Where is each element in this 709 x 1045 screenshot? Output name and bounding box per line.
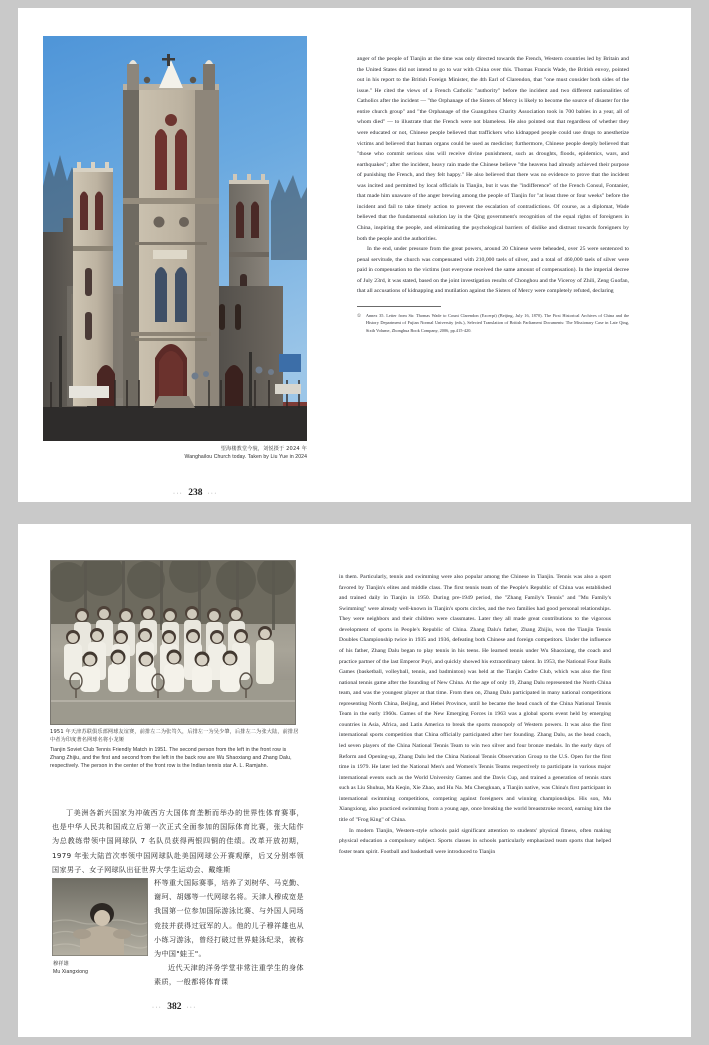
chinese-body-tail-text: 近代天津的洋务学堂非常注重学生的身体素质，一般都将体育课 [154, 963, 304, 987]
page-238-text-column [357, 54, 629, 334]
folio-page-number: 382 [167, 1002, 182, 1012]
figure-caption-cn: 望海楼教堂今貌，刘悦摄于 2024 年 [220, 446, 307, 452]
chinese-body-wrap-text: 杯等重大国际赛事，培养了刘树华、马克勤、谢珂、胡娜等一代网球名将。天津人穆成宽是我国第一位参加国际游泳比赛、与外国人同场竞技并获得过冠军的人。他的儿子穆祥雄也从小练习游泳，曾经打破过世界蛙泳纪录，被称为中国"蛙王"。 [154, 878, 304, 958]
figure-caption-en: Mu Xiangxiong [53, 969, 88, 975]
church-photo-graphic [43, 36, 307, 441]
folio-page-number: 238 [188, 488, 203, 498]
page-382-text-column [339, 572, 611, 857]
folio-left-dots: ··· [152, 1004, 163, 1011]
figure-caption-cn: 穆祥雄 [53, 961, 69, 967]
folio-left-dots: ··· [173, 490, 184, 497]
chinese-body-wrap [154, 876, 304, 990]
folio-right-dots: ··· [186, 1004, 197, 1011]
page-folio-382 [152, 1003, 197, 1013]
document-page-238 [18, 8, 691, 502]
figure-caption-en: Tianjin Soviet Club Tennis Friendly Match in 1951. The second person from the left in the front row is Zhang Zhijiu, and the first and second from the left in the back row are Wu Shaoxiang and Zhang Dalu, respectively. The person in the center of the front row is the Indian tennis star A. L. Ramjahn. [50, 747, 292, 769]
footnote-marker: ① [357, 312, 361, 318]
body-paragraph: in them. Particularly, tennis and swimming were also popular among the Chinese in Tianjin. Tennis was also a sport favored by Tianjin's elites and middle class. The first tennis team of the People's Republic of China was established and trained daily in Tianjin in 1950. During pre-1949 period, the "Zhang Family's Tennis" and "Mu Family's Swimming" were already well-known in Tianjin's sports circles, and the two families had good personal relationships. They were neighbors and their children were classmates. Later they all made great contributions to the vigorous development of sports in People's Republic of China. Zhang Dalu's father, Zhang Zhijiu, won the Tianjin Tennis Doubles Championship twice in 1935 and 1936, defeating both Chinese and foreign competitors. Under the influence of his father, Zhang Dalu began to play tennis in his teens. He learned tennis under Wu Shaoxiang, the coach and practice partner of the last Emperor Puyi, and quickly showed his extraordinary talent. In 1953, the National Four Balls Games (basketball, volleyball, tennis, and badminton) was held at the Tianjin Cadre Club, which was also the first national tennis game after the founding of New China. At the age of only 19, Zhang Dalu represented the North China team, and was the youngest player at that time. From then on, Zhang Dalu participated in many national competitions representing North China, Beijing, and Hebei Province, until he became the head coach of the China National Tennis Team in the early 1960s. Games of the New Emerging Forces in 1963 was a global sports event held by emerging countries in Asia, Africa, and Latin America to break the sports monopoly of Western powers. It was also the first international sports competition that China officially participated after her founding. Zhang Dalu, as the head coach, led seven players of the China National Tennis Team to win two silver and four bronze medals. In the early days of Reform and Opening-up, Zhang Dalu led the China National Tennis Observation Group to the U.S. Open for the first time in 1979. He later led the National Men's and Women's Tennis Teams respectively to participate in various major international events such as the World University Games and the Davis Cup, and trained a generation of tennis stars such as Liu Shuhua, Ma Keqin, Xie Zhao, and Hu Na. Mu Chengkuan, a Tianjin native, was China's first participant in international swimming competitions, competing against foreigners and winning championships. His son, Mu Xiangxiong, also practiced swimming from a young age, once breaking the world breaststroke record, earning him the title of "Frog King" of China. [339, 574, 611, 823]
mu-xiangxiong-portrait [52, 878, 148, 956]
footnote-separator [357, 306, 441, 307]
body-paragraph: In modern Tianjin, Western-style schools paid significant attention to students' physical fitness, often making physical education a compulsory subject. Sports classes in schools particularly emphasized team sports that helped foster team spirit. Football and basketball were introduced to Tianjin [339, 827, 611, 855]
footnote-text: Annex 35. Letter from Sir. Thomas Wade to Count Clarendon (Excerpt) (Beijing, July 16, 1870). The First Historical Archives of China and the History Department of Fujian Normal University (eds.), Selected Translation of British Parliament Documents: The Missionary Case in Late Qing, Sixth Volume, Zhonghua Book Company, 2006, pp.415-420. [365, 312, 629, 333]
figure-caption-wanghailou [43, 446, 307, 462]
body-paragraph: anger of the people of Tianjin at the time was only directed towards the French, Western countries led by Britain and the United States did not intend to go to war with China over this. Thomas Francis Wade, the British envoy, pointed out in his report to the British Foreign Minister, the 4th Earl of Clarendon, that "one must consider both sides of the issue." He cited the views of a French Catholic "authority" before the incident and two different nationalities of Catholics after the incident — "the Orphanage of the Sisters of Mercy is likely to become the source of disaster for the entire church group" and "the Orphanage of the Guangzhou Charity Association took in 700 babies in a year, all of whom died" — to illustrate that the French were not blameless. He also pointed out that regardless of whether they were educated or not, Chinese people believed that traffickers who kidnapped people could use drugs to anesthetize victims and believed that human organs could be used as medicine; furthermore, Chinese people deeply believed that "those who commit serious sins will receive divine punishment, such as droughts, floods, epidemics, wars, and earthquakes"; after the incident, heavy rain made the Chinese believe "the heavens had already achieved their purpose of punishing the French, and they felt happy." He also believed that there was no evidence to prove that the incident was incited and permitted by local officials in Tianjin, but it was the "indifference" of the French Consul, Fontanier, that made him unaware of the anger brewing among the people of Tianjin for "at least three or four weeks" before the incident and fail to take timely action to prevent the escalation of contradictions. Of course, as a diplomat, Wade believed that the fundamental solution lay in the Qing government's recognition of the equal rights of foreigners in China, inspiring the people, and eliminating the psychological barriers of dislike and distrust towards foreigners by both the people and the authorities. [357, 56, 629, 242]
figure-caption-cn: 1951 年天津苏联俱乐部网球友谊赛，前排左二为张笃久，后排左一为吴少肇，后排左二为张大陆，前排居中者为印度著名网球名将小龙姬 [50, 729, 299, 743]
body-paragraph: In the end, under pressure from the great powers, around 20 Chinese were beheaded, over 25 were sentenced to penal servitude, the church was compensated with 210,000 taels of silver, and a total of 460,000 taels of silver were paid in compensation to the victims (not everyone received the same amount of compensation). In the imperial decree of July 23rd, it was stated, based on the joint investigation results of Chonghou and the Viceroy of Zhili, Zeng Guofan, that all accusations of kidnapping and mutilation against the Sisters of Mercy were completely refuted, declaring [357, 246, 629, 295]
figure-caption-mu [53, 960, 149, 975]
wanghailou-church-photo [43, 36, 307, 441]
figure-caption-tennis [50, 729, 300, 770]
page-folio-238 [173, 489, 218, 499]
folio-right-dots: ··· [207, 490, 218, 497]
tennis-team-photo [50, 560, 296, 725]
tennis-team-photo-graphic [50, 560, 296, 725]
footnote [357, 312, 629, 334]
figure-caption-en: Wanghailou Church today. Taken by Liu Yue in 2024 [184, 454, 307, 461]
swimmer-photo-graphic [52, 878, 148, 956]
chinese-body-top: 丁美洲各新兴国家为冲破西方大国体育垄断而举办的世界性体育赛事，也是中华人民共和国成立后第一次正式全面参加的国际体育比赛，张大陆作为总教练带领中国网球队 7 名队员获得两银四铜的佳绩。改革开放初期，1979 年张大陆首次率领中国网球队赴美国网球公开赛观摩，后又分别率领国家男子、女子网球队出征世界大学生运动会、戴维斯 [52, 808, 304, 874]
